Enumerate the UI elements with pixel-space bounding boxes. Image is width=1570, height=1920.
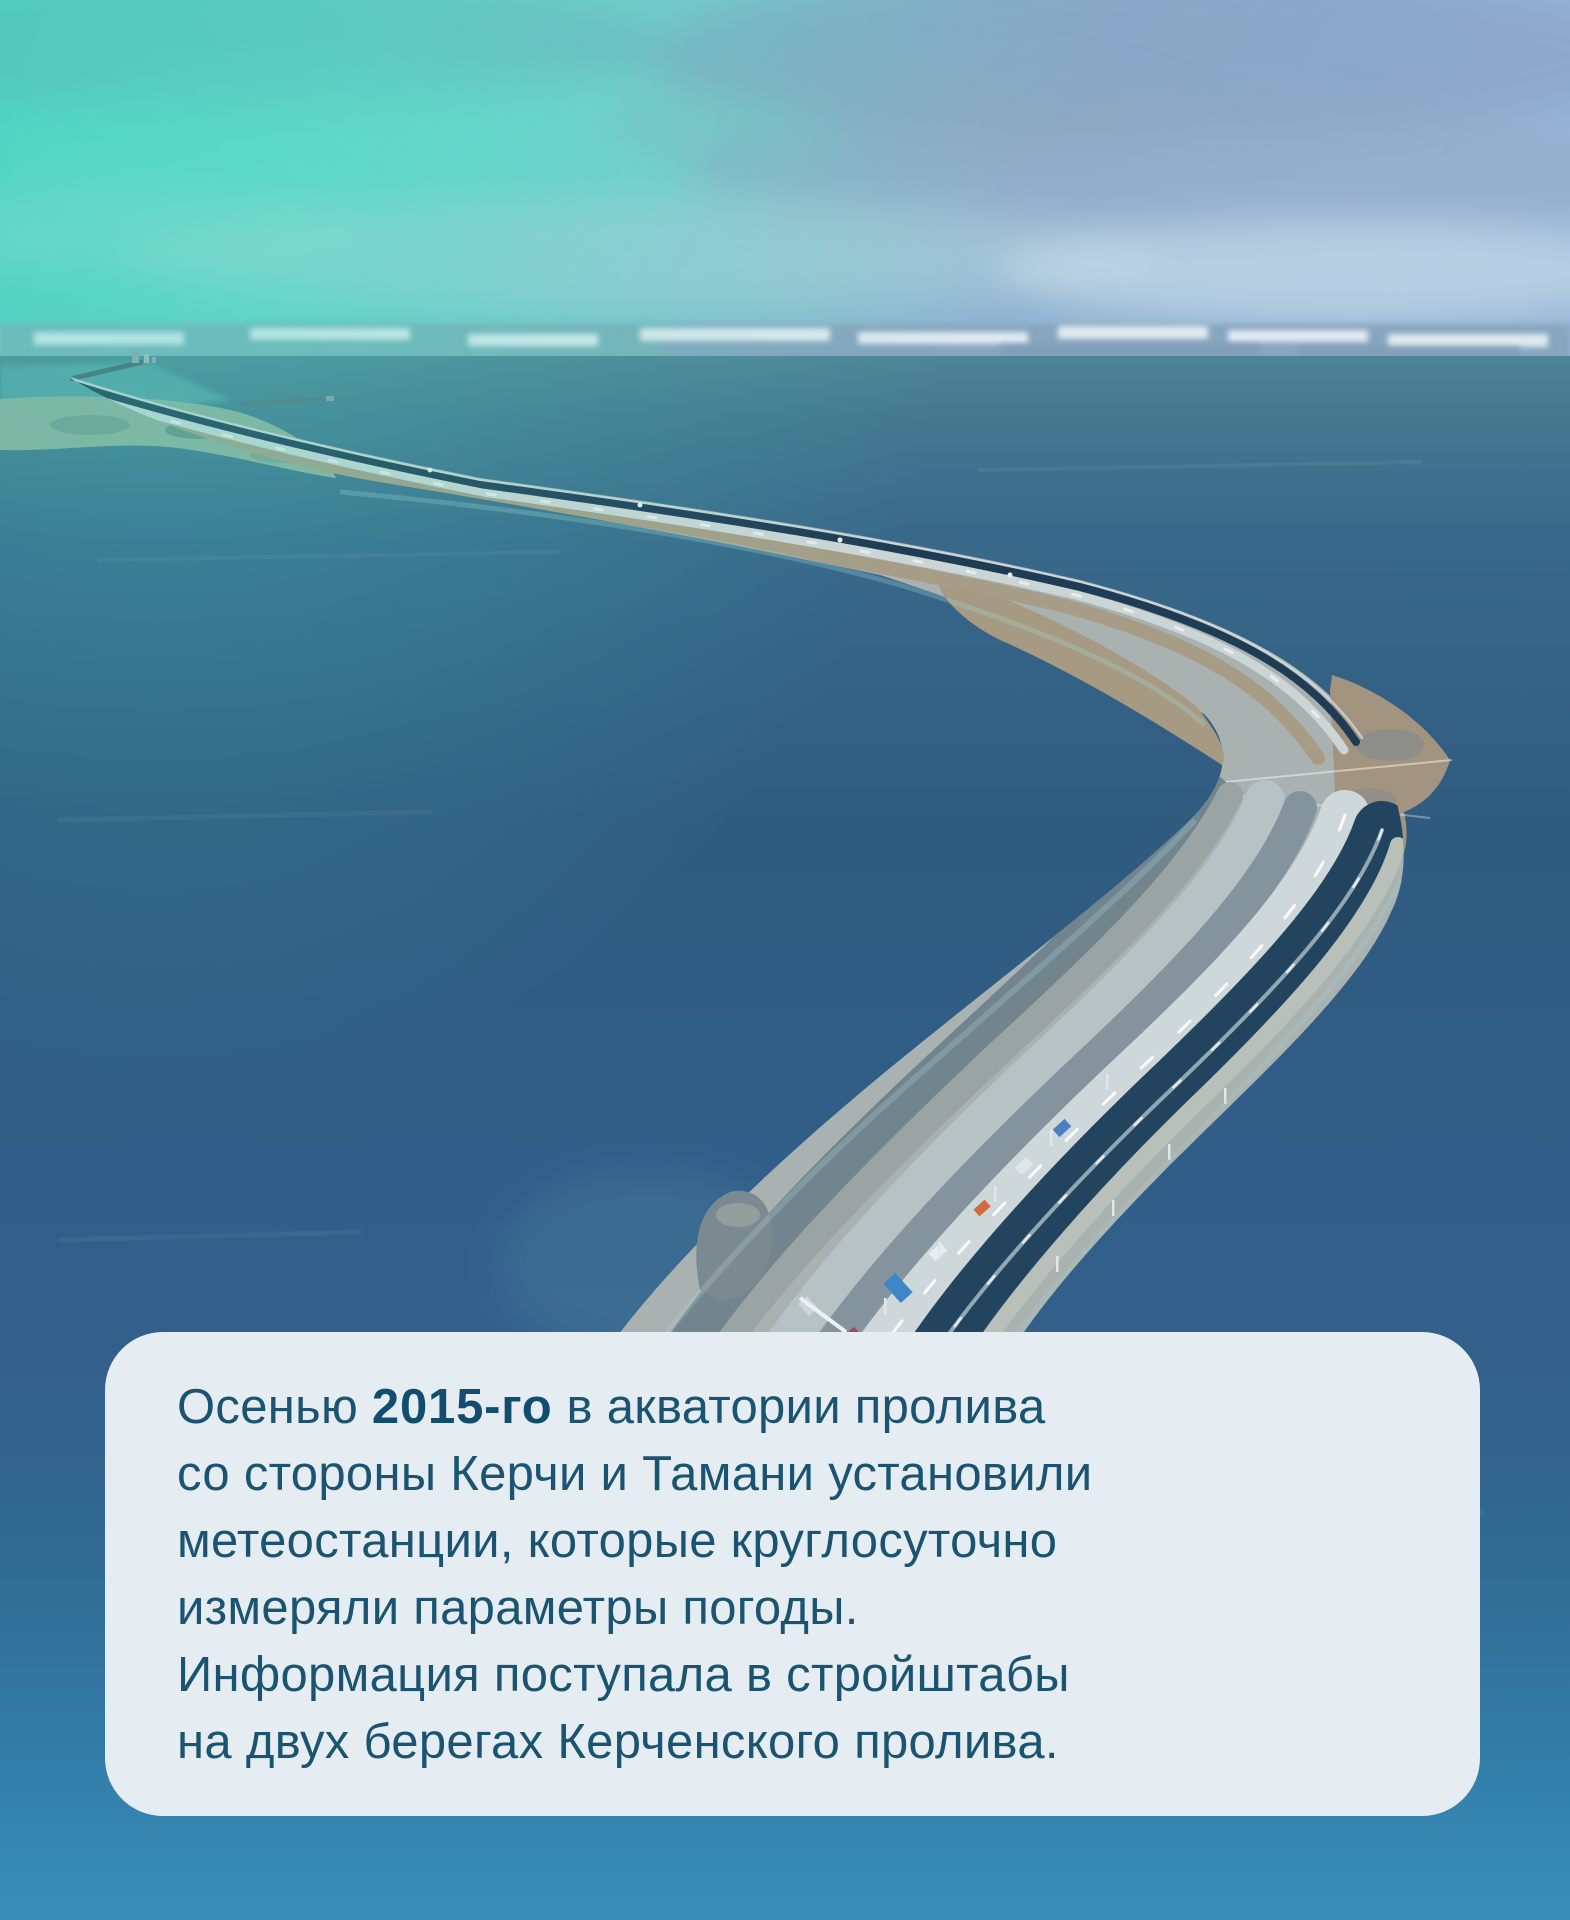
caption-year-bold: 2015-го	[371, 1380, 553, 1434]
caption-line-4: измеряли параметры погоды.	[177, 1581, 859, 1635]
caption-line-5: Информация поступала в стройштабы	[177, 1648, 1070, 1702]
caption-line-1-pre: Осенью	[177, 1380, 372, 1434]
caption-card	[105, 1332, 1480, 1816]
caption-line-1-post: в акватории пролива	[552, 1380, 1046, 1434]
caption-line-1	[177, 1374, 1420, 1441]
caption-line-3: метеостанции, которые круглосуточно	[177, 1514, 1058, 1568]
caption-line-6: на двух берегах Керченского пролива.	[177, 1715, 1059, 1769]
caption-line-2: со стороны Керчи и Тамани установили	[177, 1447, 1093, 1501]
